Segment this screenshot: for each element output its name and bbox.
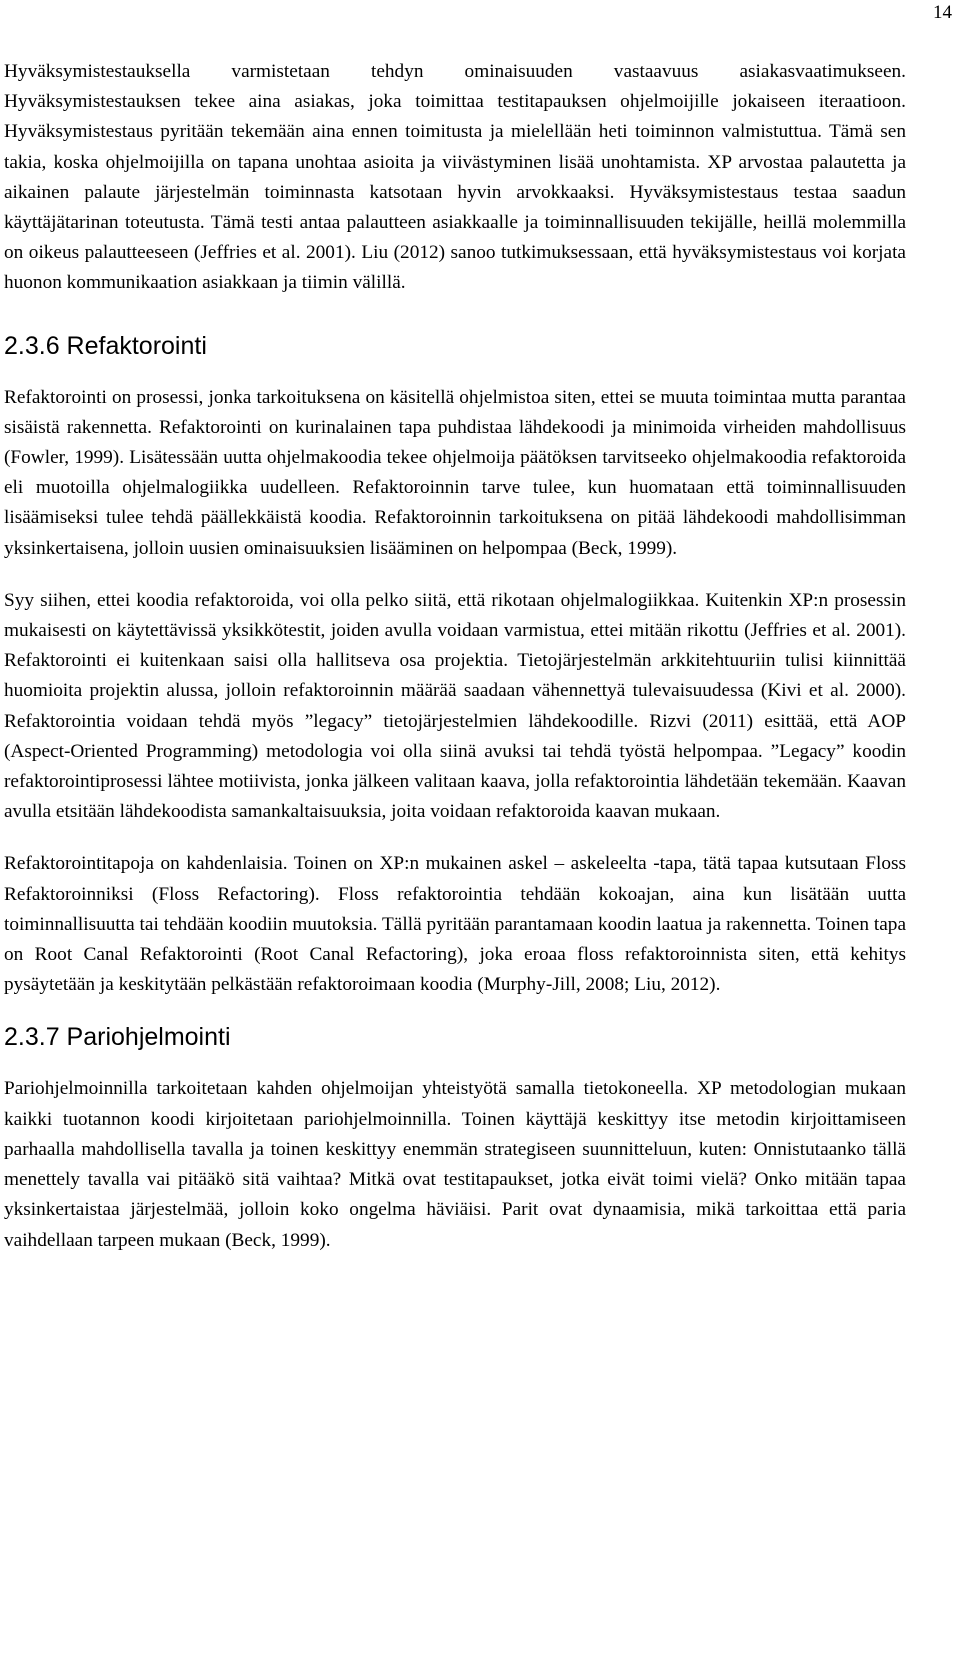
section-refactoring: [4, 331, 906, 1001]
section-heading: 2.3.7 Pariohjelmointi: [4, 1023, 231, 1052]
paragraph: Refaktorointitapoja on kahdenlaisia. Toinen on XP:n mukainen askel – askeleelta -tapa, tätä tapaa kutsutaan Floss Refaktoroinniksi (Floss Refactoring). Floss refaktorointia tehdään kokoajan, aina kun lisätään uutta toiminnallisuutta tai tehdään koodiin muutoksia. Tällä pyritään parantamaan koodin laatua ja rakennetta. Toinen tapa on Root Canal Refaktorointi (Root Canal Refactoring), joka eroaa floss refaktoroinnista siten, että kehitys pysäytetään ja keskitytään pelkästään refaktoroimaan koodia (Murphy-Jill, 2008; Liu, 2012).: [4, 853, 906, 996]
paragraph-acceptance-testing: Hyväksymistestauksella varmistetaan tehdyn ominaisuuden vastaavuus asiakasvaatimukseen. Hyväksymistestauksen tekee aina asiakas, joka toimittaa testitapauksen ohjelmoijille jokaiseen iteraatioon. Hyväksymistestaus pyritään tekemään aina ennen toimitusta ja mielellään heti toiminnon valmistuttua. Tämä sen takia, koska ohjelmoijilla on tapana unohtaa asioita ja viivästyminen lisää unohtamista. XP arvostaa palautetta ja aikainen palaute järjestelmän toiminnasta katsotaan hyvin arvokkaaksi. Hyväksymistestaus testaa saadun käyttäjätarinan toteutusta. Tämä testi antaa palautteen asiakkaalle ja toiminnallisuuden tekijälle, heillä molemmilla on oikeus palautteeseen (Jeffries et al. 2001). Liu (2012) sanoo tutkimuksessaan, että hyväksymistestaus voi korjata huonon kommunikaation asiakkaan ja tiimin välillä.: [4, 61, 906, 294]
page-number: 14: [933, 2, 952, 23]
section-pair-programming: [4, 1022, 906, 1255]
section-heading: 2.3.6 Refaktorointi: [4, 331, 207, 360]
paragraph: Refaktorointi on prosessi, jonka tarkoituksena on käsitellä ohjelmistoa siten, ettei se muuta toimintaa mutta parantaa sisäistä rakennetta. Refaktorointi on kurinalainen tapa puhdistaa lähdekoodi ja minimoida virheiden mahdollisuus (Fowler, 1999). Lisätessään uutta ohjelmakoodia tekee ohjelmoija päätöksen tarvitseeko ohjelmakoodia refaktoroida eli muotoilla ohjelmalogiikka uudelleen. Refaktoroinnin tarve tulee, kun huomataan että toiminnallisuuden lisäämiseksi tulee tehdä päällekkäistä koodia. Refaktoroinnin tarkoituksena on pitää lähdekoodi mahdollisimman yksinkertaisena, jolloin uusien ominaisuuksien lisääminen on helpompaa (Beck, 1999).: [4, 386, 906, 559]
paragraph: Syy siihen, ettei koodia refaktoroida, voi olla pelko siitä, että rikotaan ohjelmalogiikkaa. Kuitenkin XP:n prosessin mukaisesti on käytettävissä yksikkötestit, joiden avulla voidaan varmistua, ettei mitään rikottu (Jeffries et al. 2001). Refaktorointi ei kuitenkaan saisi olla hallitseva osa projektia. Tietojärjestelmän arkkitehtuuriin tulisi kiinnittää huomioita projektin alussa, jolloin refaktoroinnin määrää saadaan vähennettyä tulevaisuudessa (Kivi et al. 2000). Refaktorointia voidaan tehdä myös ”legacy” tietojärjestelmien lähdekoodille. Rizvi (2011) esittää, että AOP (Aspect-Oriented Programming) metodologia voi olla siinä avuksi tai tehdä työstä helpompaa. ”Legacy” koodin refaktorointiprosessi lähtee motiivista, jonka jälkeen valitaan kaava, jolla refaktorointia lähdetään tekemään. Kaavan avulla etsitään lähdekoodista samankaltaisuuksia, joita voidaan refaktoroida kaavan mukaan.: [4, 589, 906, 823]
paragraph: Pariohjelmoinnilla tarkoitetaan kahden ohjelmoijan yhteistyötä samalla tietokoneella. XP metodologian mukaan kaikki tuotannon koodi kirjoitetaan pariohjelmoinnilla. Toinen käyttäjä keskittyy itse metodin kirjoittamiseen parhaalla mahdollisella tavalla ja toinen keskittyy enemmän strategiseen suunnitteluun, kuten: Onnistutaanko tällä menettely tavalla vai pitääkö sitä vaihtaa? Mitkä ovat testitapaukset, jotka eivät toimi vielä? Onko mitään tapaa yksinkertaistaa järjestelmää, jolloin koko ongelma häviäisi. Parit ovat dynaamisia, mikä tarkoittaa että paria vaihdellaan tarpeen mukaan (Beck, 1999).: [4, 1078, 906, 1251]
document-body: [4, 57, 906, 1278]
